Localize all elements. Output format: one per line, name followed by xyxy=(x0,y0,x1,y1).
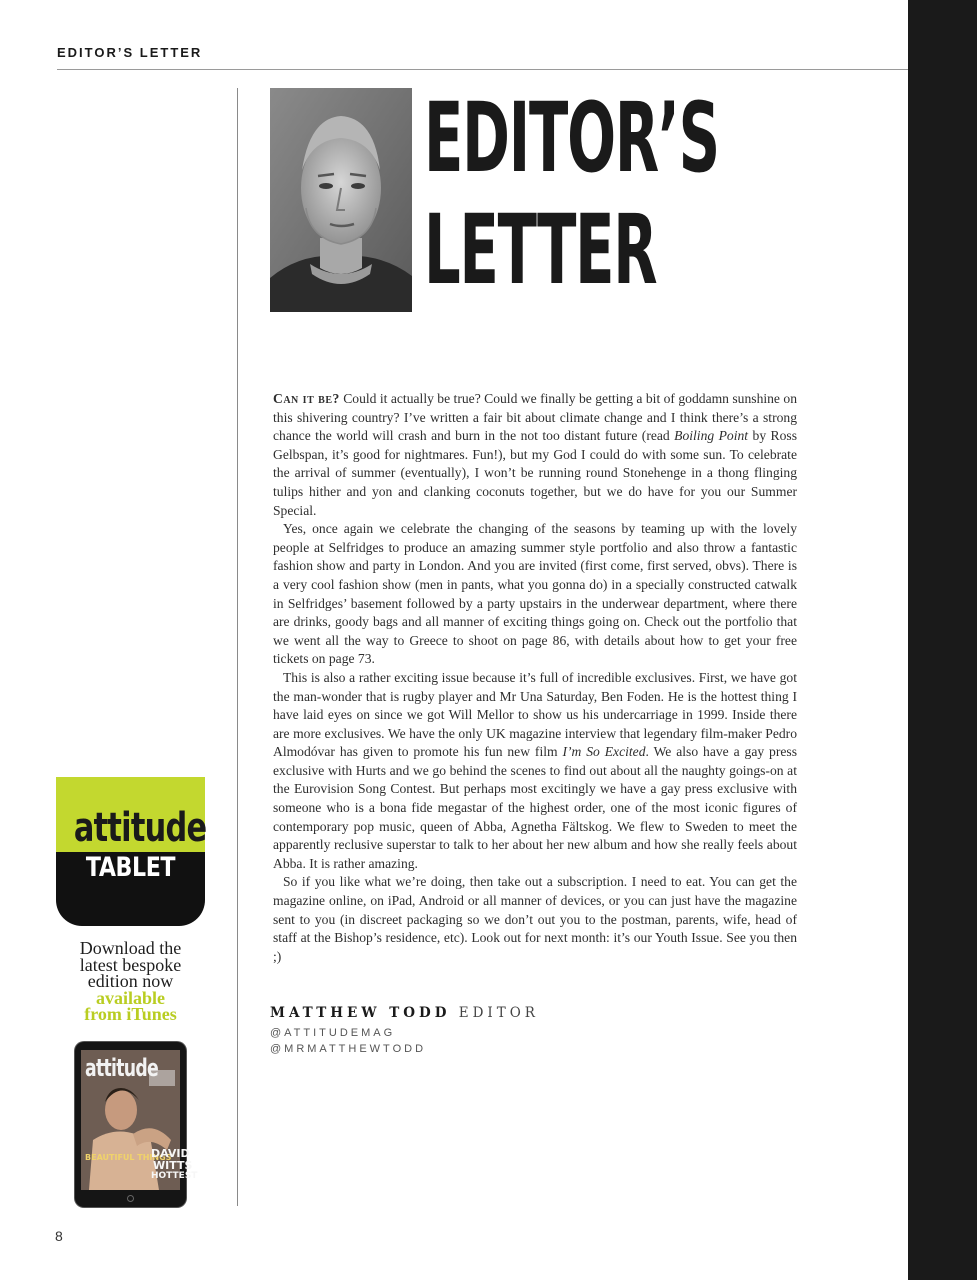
paragraph-3 xyxy=(273,669,797,874)
cover-line-left: BEAUTIFUL THINGS xyxy=(85,1153,172,1162)
paragraph-1 xyxy=(273,390,797,520)
paragraph-1-text: Could it actually be true? Could we finally be getting a bit of goddamn sunshine on this shivering country? I’ve written a fair bit about climate change and I think there’s a strong chance the world will crash and burn in the not too distant future (read xyxy=(273,391,797,444)
book-title: Boiling Point xyxy=(674,428,749,444)
magazine-cover xyxy=(81,1050,198,1190)
editor-portrait xyxy=(270,88,412,312)
paragraph-1-rest: by Ross Gelbspan, it’s good for nightmares. Fun!), but my God I could do with some sun. To celebrate the arrival of summer (eventually), I won’t be running round Stonehenge in a thong flinging tulips hither and yon and clanking coconuts together, but we do have for you our Summer Special. xyxy=(273,428,797,518)
app-icon-subtitle: TABLET xyxy=(85,852,176,883)
cover-line-right-1: DAVID xyxy=(151,1147,190,1160)
cover-line-right-3: HOTTEST xyxy=(151,1171,198,1181)
signature-line xyxy=(270,1005,539,1021)
signature-block xyxy=(270,1005,539,1055)
itunes-promo-text xyxy=(56,940,205,1023)
paragraph-4: So if you like what we’re doing, then take out a subscription. I need to eat. You can get the magazine online, on iPad, Android or all manner of devices, or you can just have the magazine sent to you (in discreet packaging so we don’t out you to the postman, parents, wife, head of staff at the Bishop’s residence, etc). Look out for next month: it’s our Youth Issue. See you then ;) xyxy=(273,874,797,964)
paragraph-3-rest: . We also have a gay press exclusive with Hurts and we go behind the scenes to find out about all the naughty goings-on at the Eurovision Song Contest. But perhaps most excitingly we have a gay press exclusive with someone who is a bona fide megastar of the highest order, one of the most iconic figures of contemporary pop music, queen of Abba, Agnetha Fältskog. We flew to Sweden to meet the apparently reclusive superstar to talk to her about her new album and how she really feels about Abba. It is rather amazing. xyxy=(273,744,797,871)
header-rule xyxy=(57,69,908,70)
column-divider xyxy=(237,88,238,1206)
promo-line-3: edition now xyxy=(87,971,174,991)
editor-name: MATTHEW TODD xyxy=(270,1005,451,1021)
section-label: EDITOR’S LETTER xyxy=(57,45,203,60)
twitter-handle-magazine: @ATTITUDEMAG xyxy=(270,1027,396,1039)
title-line-1: EDITOR’S xyxy=(424,82,719,194)
home-button xyxy=(127,1195,134,1202)
cover-masthead: attitude xyxy=(85,1054,159,1082)
promo-line-1: Download the xyxy=(79,938,182,958)
app-icon-top xyxy=(56,777,205,852)
page-edge-band xyxy=(908,0,977,1280)
page-title xyxy=(424,82,719,306)
paragraph-2: Yes, once again we celebrate the changing of the seasons by teaming up with the lovely people at Selfridges to produce an amazing summer style portfolio and also throw a fantastic fashion show and party in London. And you are invited (first come, first served, obvs). There is a very cool fashion show (men in pants, what you gonna do) in a specially constructed catwalk in Selfridges’ basement followed by a party upstairs in the underwear department, where there are drinks, goody bags and all manner of exciting things going on. Check out the portfolio that we went all the way to Greece to shoot on page 86, with details about how to get your free tickets on page 73. xyxy=(273,521,797,667)
tablet-device xyxy=(75,1042,198,1207)
editor-letter-body xyxy=(273,390,797,966)
title-line-2: LETTER xyxy=(424,194,657,306)
app-icon-wordmark: attitude xyxy=(73,805,207,851)
film-title: I’m So Excited xyxy=(562,744,646,760)
lead-in: Can it be? xyxy=(273,391,340,406)
cover-line-right-2: WITTS xyxy=(153,1159,193,1172)
portrait-illustration xyxy=(270,88,412,312)
page-number: 8 xyxy=(55,1228,63,1244)
twitter-handle-editor: @MRMATTHEWTODD xyxy=(270,1043,427,1055)
app-icon-bottom xyxy=(56,852,205,926)
editor-role: EDITOR xyxy=(458,1005,539,1021)
promo-line-5: from iTunes xyxy=(84,1004,177,1024)
paragraph-3-text: This is also a rather exciting issue because it’s full of incredible exclusives. First, we have got the man-wonder that is rugby player and Mr Una Saturday, Ben Foden. He is the hottest thing I have laid eyes on since we got Will Mellor to show us his undercarriage in 1999. Inside there are more exclusives. We have the only UK magazine interview that legendary film-maker Pedro Almodóvar has given to promote his fun new film xyxy=(273,669,797,760)
promo-line-4: available xyxy=(95,987,165,1008)
promo-line-2: latest bespoke xyxy=(79,954,182,975)
attitude-tablet-app-icon xyxy=(56,777,205,926)
